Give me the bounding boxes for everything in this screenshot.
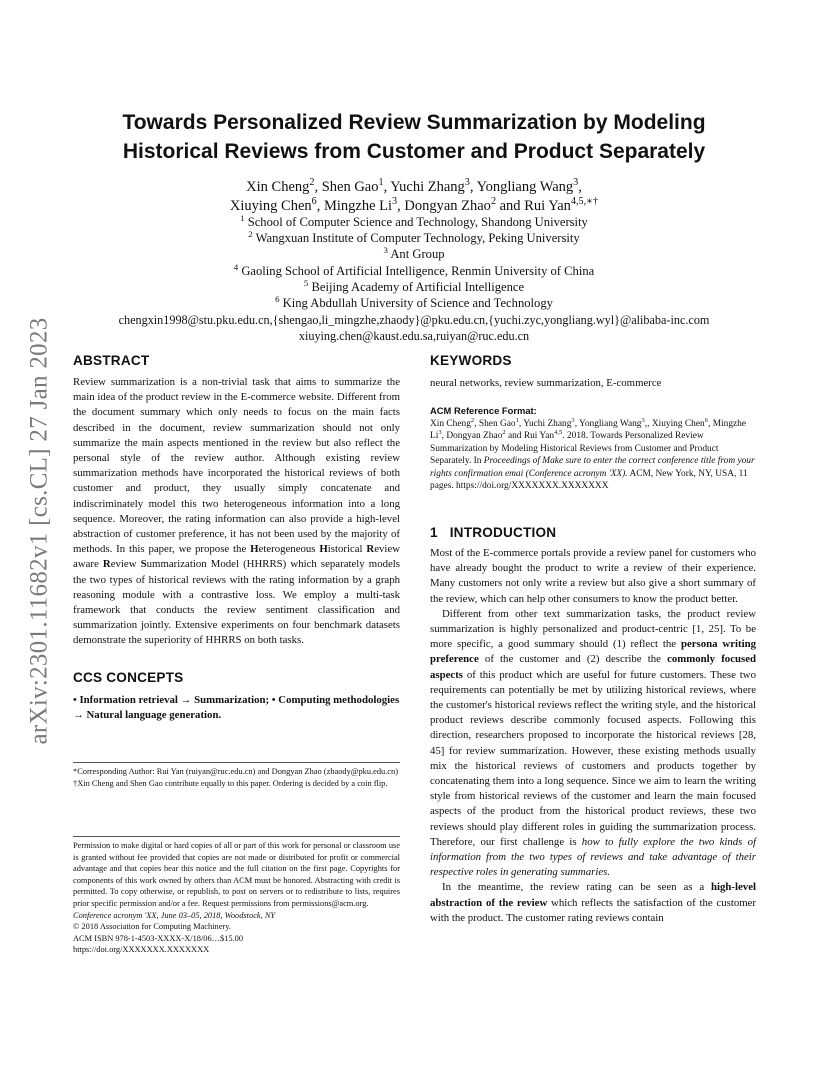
ref-author-mark: 3 bbox=[571, 416, 575, 424]
author-separator: , bbox=[469, 179, 477, 195]
ref-author-mark: 6 bbox=[704, 416, 708, 424]
email-line: chengxin1998@stu.pku.edu.cn,{shengao,li_mingzhe,zhaody}@pku.edu.cn,{yuchi.zyc,yongliang.wyl}@alibaba-inc.com bbox=[118, 313, 710, 327]
ref-author: , Yongliang Wang bbox=[574, 419, 642, 429]
model-name-part: istorical bbox=[327, 543, 367, 556]
author-affil-mark: 1 bbox=[378, 177, 384, 189]
ref-author: ,, Xiuying Chen bbox=[644, 419, 705, 429]
author-affil-mark: 2 bbox=[490, 196, 496, 208]
author-affil-mark: 3 bbox=[573, 177, 579, 189]
author-name: Mingzhe Li bbox=[323, 198, 393, 214]
intro-text: of the customer and (2) describe the bbox=[478, 653, 668, 666]
author-separator: , bbox=[314, 179, 322, 195]
model-name-part: eview aware bbox=[73, 543, 400, 571]
intro-text: Different from other text summarization tasks, the product review summarization is highly personalized and product-centric [1, 25]. To be more specific, a good summary should (1) reflect the bbox=[430, 607, 756, 651]
paper-title bbox=[60, 108, 768, 166]
ref-author-mark: 3 bbox=[641, 416, 645, 424]
footnote-equal-contribution: †Xin Cheng and Shen Gao contribute equally to this paper. Ordering is decided by a coin flip. bbox=[73, 778, 388, 788]
affiliation-text: Gaoling School of Artificial Intelligence, Renmin University of China bbox=[241, 263, 595, 278]
affiliation-mark: 4 bbox=[233, 261, 239, 272]
ref-venue: Proceedings of Make sure to enter the correct conference title from your rights confirmation emai (Conference acronym 'XX). bbox=[430, 456, 755, 479]
permission-notice: Permission to make digital or hard copies of all or part of this work for personal or classroom use is granted without fee provided that copies are not made or distributed for profit or commercial advantage and that copies bear this notice and the full citation on the first page. Copyrights for components of this work owned by others than ACM must be honored. Abstracting with credit is permitted. To copy otherwise, or republish, to post on servers or to redistribute to lists, requires prior specific permission and/or a fee. Request permissions from permissions@acm.org. bbox=[73, 841, 400, 908]
ref-author: , Mingzhe Li bbox=[430, 419, 747, 442]
paper-title-line: Towards Personalized Review Summarization by Modeling bbox=[122, 111, 706, 134]
model-name-part: H bbox=[319, 543, 328, 556]
affiliation-mark: 6 bbox=[275, 293, 280, 304]
affiliation-mark: 2 bbox=[248, 229, 253, 240]
email-line: xiuying.chen@kaust.edu.sa,ruiyan@ruc.edu.cn bbox=[298, 329, 530, 343]
acm-reference-text bbox=[430, 418, 756, 492]
intro-text: of this product which are useful for future customers. These two requirements can potentially be met by utilizing historical reviews, where the customer's historical reviews reflect the writing style, and the historical product reviews describe commonly focused aspects. Following this direction, researchers proposed to incorporate the historical reviews [28, 45] for review summarization. However, these existing methods usually mix the historical reviews of customers and products together by concatenating them into a long sequence. Since we aim to learn the writing style from historical reviews of the customer and learn the main focused aspects of the product from the historical product reviews, these two reviews should play different roles in guiding the summarization process. Therefore, our first challenge is bbox=[430, 668, 756, 848]
affiliation-text: Ant Group bbox=[390, 247, 445, 262]
footnote-corresponding: *Corresponding Author: Rui Yan (ruiyan@ruc.edu.cn) and Dongyan Zhao (zhaody@pku.edu.cn) bbox=[73, 767, 398, 776]
ref-author: , Dongyan Zhao bbox=[441, 431, 503, 442]
author-separator: , bbox=[578, 179, 582, 195]
isbn-line: ACM ISBN 978-1-4503-XXXX-X/18/06…$15.00 bbox=[73, 933, 244, 943]
model-name-part: R bbox=[366, 543, 375, 556]
abstract-text-part: Review summarization is a non-trivial task that aims to summarize the main idea of the product review in the E-commerce website. Different from the document summary which only needs to focus on the main facts described in the document, review summarization should not only summarize the main aspects mentioned in the review but also reflect the personal style of the review author. Although existing review summarization methods have incorporated the historical reviews of both customer and product, they usually simply concatenate and indiscriminately model this two heterogeneous information into a long sequence. Moreover, the rating information can also provide a high-level abstraction of customer preference, it has not been used by the majority of methods. In this paper, we propose the bbox=[73, 376, 400, 556]
ref-author-mark: 2 bbox=[502, 429, 506, 437]
author-affil-mark: 6 bbox=[311, 196, 317, 208]
keywords-text: neural networks, review summarization, E-commerce bbox=[430, 377, 662, 389]
author-name: Rui Yan bbox=[524, 198, 571, 214]
intro-challenge: how to fully explore the two kinds of information from the two types of reviews and take advantage of their respective roles in generating summaries. bbox=[430, 835, 756, 879]
ref-tail: ACM, New York, NY, USA, 11 pages. https://doi.org/XXXXXXX.XXXXXXX bbox=[430, 468, 748, 492]
author-affil-mark: 2 bbox=[309, 177, 315, 189]
author-separator: , bbox=[316, 198, 324, 214]
author-name: Shen Gao bbox=[321, 179, 379, 195]
model-name-part: eterogeneous bbox=[258, 543, 320, 556]
author-name: Xin Cheng bbox=[246, 179, 310, 195]
author-name: Dongyan Zhao bbox=[404, 198, 491, 214]
affiliation bbox=[60, 263, 768, 279]
ref-author-mark: 3 bbox=[438, 429, 442, 437]
ref-author-mark: 2 bbox=[470, 416, 475, 424]
intro-paragraph: Most of the E-commerce portals provide a review panel for customers who have already bought the product to write a review of their experience. Many customers not only write a review but also give a short summary of the review, which can help other consumers to know the product better. bbox=[430, 547, 756, 605]
affiliation-mark: 5 bbox=[303, 277, 309, 288]
acm-reference-heading: ACM Reference Format: bbox=[430, 405, 537, 416]
arxiv-identifier bbox=[26, 296, 54, 766]
model-name-part: S bbox=[140, 558, 147, 571]
arxiv-identifier-text: arXiv:2301.11682v1 [cs.CL] 27 Jan 2023 bbox=[26, 317, 53, 745]
section-number: 1 bbox=[430, 525, 438, 540]
ref-author: Xin Cheng bbox=[430, 419, 471, 429]
author-emails bbox=[40, 312, 788, 344]
abstract-text-part: which separately models the two types of historical reviews with the rating information by a graph reasoning module with a contrastive loss. We employ a multi-task framework that conducts the review sentiment classification and summarization jointly. Extensive experiments on four benchmark datasets demonstrate the superiority of HHRRS on both tasks. bbox=[73, 558, 400, 647]
ref-author-mark: 4,5 bbox=[554, 429, 563, 437]
intro-paragraph bbox=[430, 607, 756, 881]
introduction-body bbox=[430, 546, 756, 926]
abstract-text bbox=[73, 375, 400, 649]
author-name: Yongliang Wang bbox=[476, 179, 574, 195]
ccs-heading: CCS CONCEPTS bbox=[73, 669, 184, 685]
ref-author: and Rui Yan bbox=[505, 431, 555, 442]
affiliation bbox=[60, 279, 768, 295]
intro-paragraph bbox=[430, 880, 756, 926]
intro-emphasis: high-level abstraction of the review bbox=[430, 881, 756, 909]
keywords-heading: KEYWORDS bbox=[430, 353, 512, 368]
author-affil-mark: 3 bbox=[392, 196, 398, 208]
author-name: Yuchi Zhang bbox=[390, 179, 465, 195]
conference-line: Conference acronym 'XX, June 03–05, 2018, Woodstock, NY bbox=[73, 910, 276, 920]
affiliation-text: Wangxuan Institute of Computer Technology, Peking University bbox=[255, 231, 580, 246]
ref-author-mark: 1 bbox=[515, 416, 519, 424]
author-list bbox=[80, 178, 748, 216]
ref-author: , Yuchi Zhang bbox=[518, 419, 572, 429]
model-name-part: eview bbox=[110, 558, 141, 571]
ccs-concepts: • Information retrieval → Summarization; • Computing methodologies → Natural language generation. bbox=[73, 693, 400, 721]
model-name-part: ummarization Model (HHRRS) bbox=[146, 558, 287, 571]
affiliation-text: King Abdullah University of Science and Technology bbox=[282, 296, 553, 311]
doi-link[interactable]: https://doi.org/XXXXXXX.XXXXXXX bbox=[73, 945, 210, 955]
author-separator: , bbox=[397, 198, 405, 214]
affiliation bbox=[60, 246, 768, 262]
author-affil-mark: 4,5,∗† bbox=[570, 196, 599, 208]
affiliation-text: Beijing Academy of Artificial Intelligence bbox=[311, 279, 525, 294]
model-name-part: H bbox=[250, 543, 259, 556]
abstract-heading: ABSTRACT bbox=[73, 353, 150, 368]
affiliation-mark: 3 bbox=[383, 245, 388, 256]
author-line bbox=[80, 178, 748, 197]
introduction-heading bbox=[430, 524, 756, 542]
ref-author: , Shen Gao bbox=[474, 419, 516, 429]
affiliation-mark: 1 bbox=[240, 212, 245, 223]
affiliation bbox=[60, 295, 768, 311]
affiliation-text: School of Computer Science and Technology, Shandong University bbox=[247, 215, 588, 229]
affiliation bbox=[60, 214, 768, 230]
author-separator: , bbox=[383, 179, 391, 195]
intro-text: In the meantime, the review rating can be seen as a bbox=[442, 881, 711, 894]
intro-emphasis: commonly focused aspects bbox=[430, 653, 756, 681]
intro-text: which reflects the satisfaction of the customer with the product. The customer rating reviews contain bbox=[430, 896, 756, 924]
ref-text: . 2018. Towards Personalized Review Summarization by Modeling Historical Reviews from Customer and Product Separately. In bbox=[430, 431, 719, 467]
section-title bbox=[430, 524, 756, 542]
affiliation bbox=[60, 230, 768, 246]
author-name: Xiuying Chen bbox=[229, 198, 312, 214]
left-column bbox=[73, 352, 400, 723]
copyright-line: © 2018 Association for Computing Machinery. bbox=[73, 922, 231, 932]
right-column bbox=[430, 352, 756, 492]
paper-title-line: Historical Reviews from Customer and Product Separately bbox=[122, 140, 706, 163]
footnotes bbox=[73, 762, 400, 789]
author-separator: and bbox=[496, 198, 525, 214]
intro-emphasis: persona writing preference bbox=[430, 638, 756, 666]
model-name-part: R bbox=[102, 558, 111, 571]
author-affil-mark: 3 bbox=[464, 177, 470, 189]
affiliation-list bbox=[60, 214, 768, 311]
section-name: INTRODUCTION bbox=[449, 525, 557, 540]
permission-block bbox=[73, 836, 400, 956]
